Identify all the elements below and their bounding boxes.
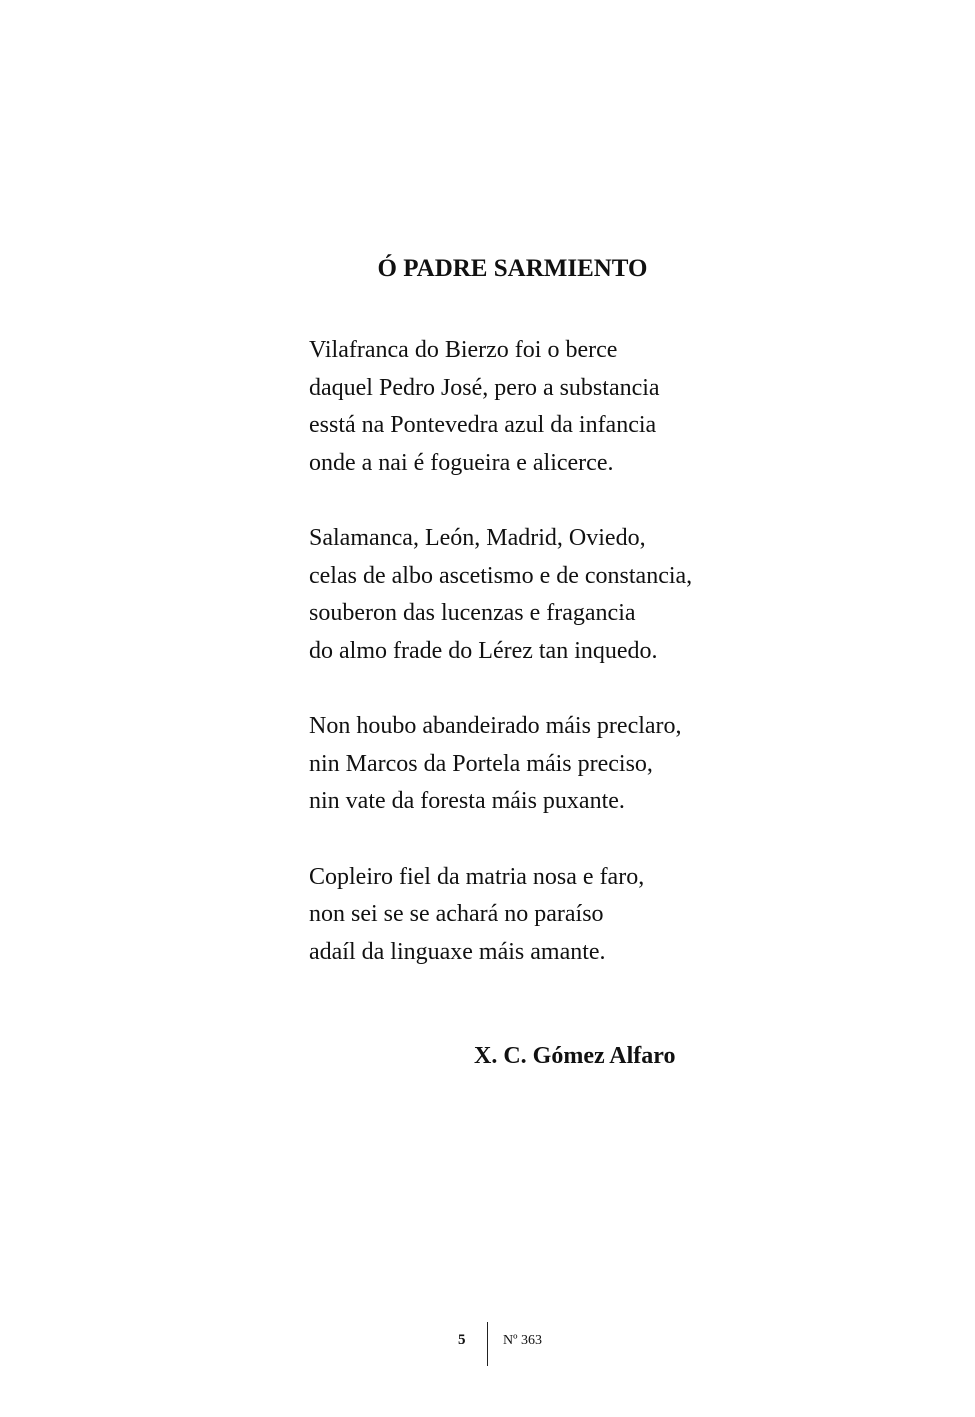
stanza-3 — [309, 708, 869, 821]
poem-line: celas de albo ascetismo e de constancia, — [309, 562, 693, 589]
poem-line: onde a nai é fogueira e alicerce. — [309, 449, 614, 476]
poem-line: Non houbo abandeirado máis preclaro, — [309, 713, 682, 739]
poem-line: Salamanca, León, Madrid, Oviedo, — [309, 525, 646, 551]
poem-line: adaíl da linguaxe máis amante. — [309, 938, 606, 965]
poem-line: nin vate da foresta máis puxante. — [309, 788, 625, 814]
stanza-4 — [309, 859, 869, 972]
poem-title: Ó PADRE SARMIENTO — [377, 255, 648, 282]
poem-line: esstá na Pontevedra azul da infancia — [309, 412, 657, 438]
poem-line: souberon das lucenzas e fragancia — [309, 600, 636, 626]
stanza-2 — [309, 520, 869, 670]
stanza-1 — [309, 332, 869, 482]
poem-body — [309, 332, 869, 1009]
footer-divider — [487, 1322, 488, 1366]
poem-line: nin Marcos da Portela máis preciso, — [309, 750, 653, 777]
author-signature: X. C. Gómez Alfaro — [474, 1043, 676, 1069]
poem-line: daquel Pedro José, pero a substancia — [309, 374, 660, 401]
page-number: 5 — [458, 1332, 466, 1348]
poem-line: non sei se se achará no paraíso — [309, 901, 604, 927]
poem-line: Vilafranca do Bierzo foi o berce — [309, 337, 618, 363]
page-footer — [0, 1322, 975, 1366]
issue-number: Nº 363 — [503, 1333, 542, 1348]
poem-line: do almo frade do Lérez tan inquedo. — [309, 637, 658, 664]
poem-line: Copleiro fiel da matria nosa e faro, — [309, 863, 645, 890]
